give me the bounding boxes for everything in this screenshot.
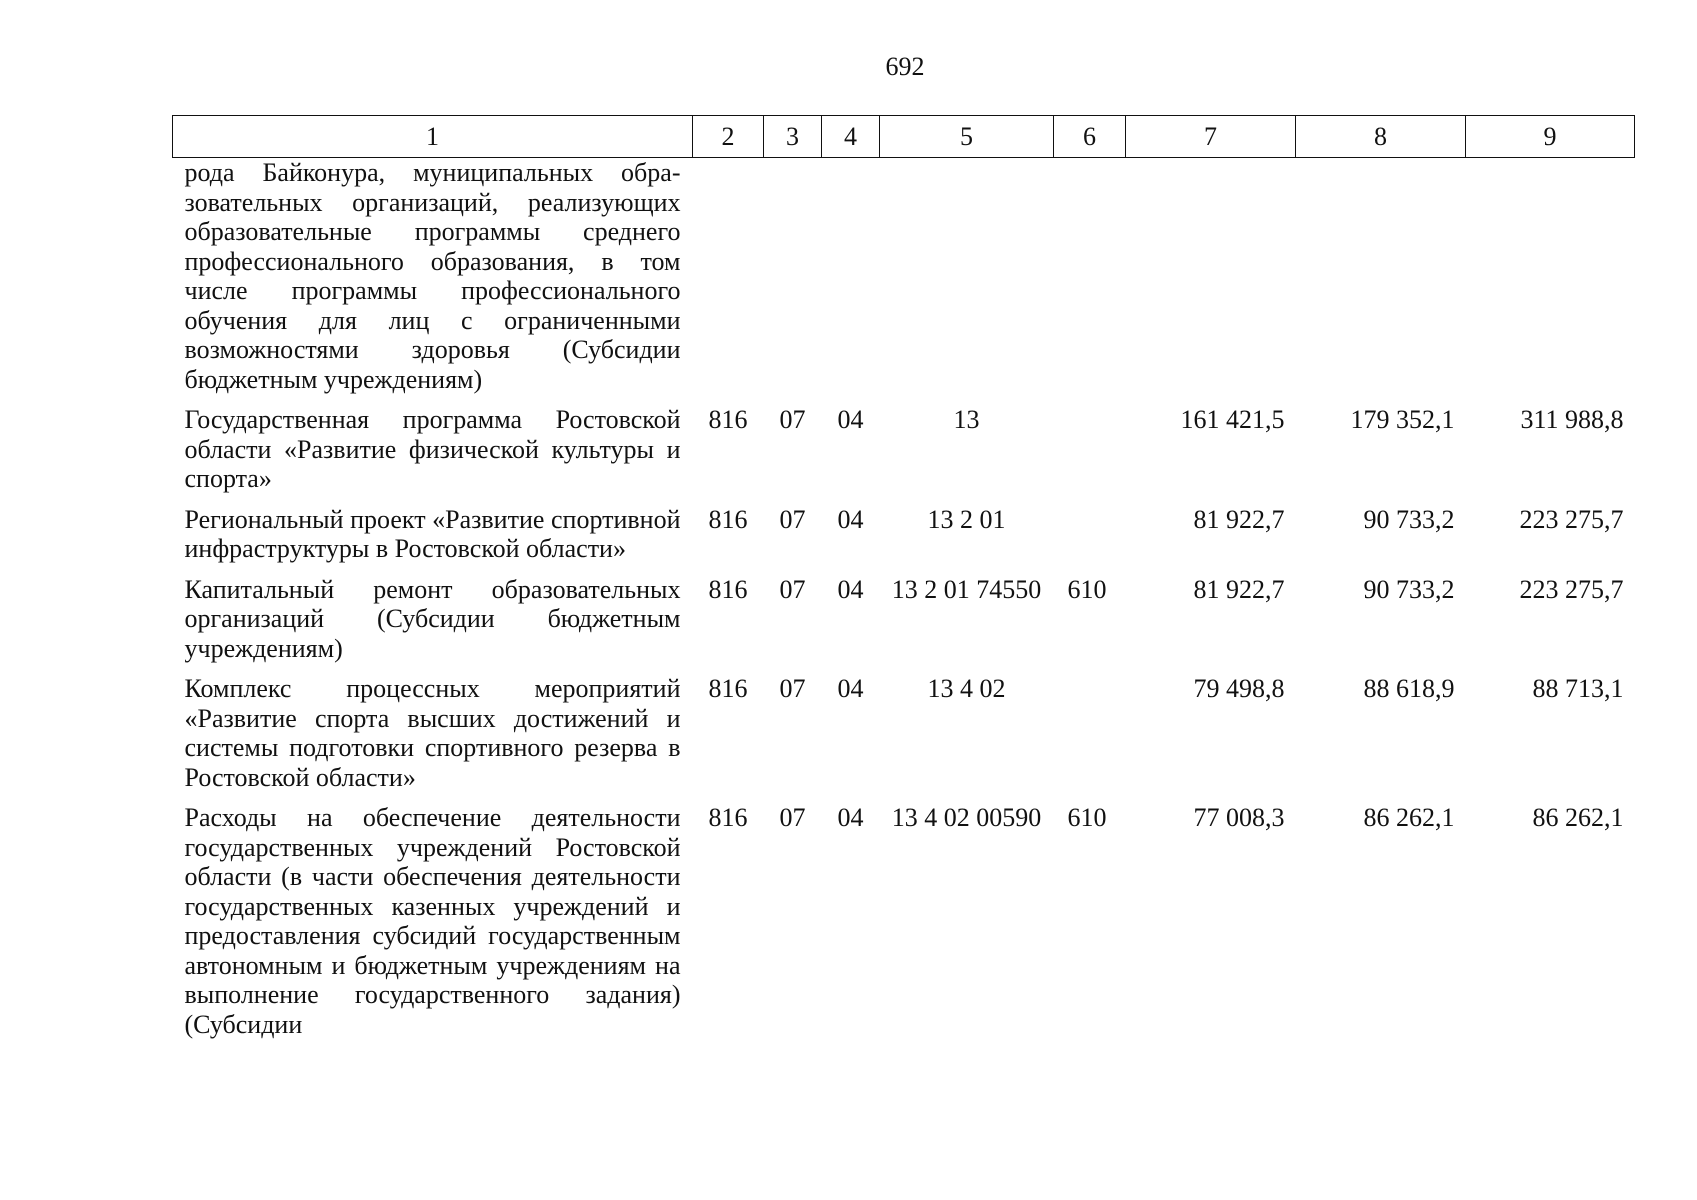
cell-target-code: 13 2 01 74550 <box>891 574 1042 604</box>
cell-amount-col8: 86 262,1 <box>1363 803 1455 832</box>
table-row <box>173 158 1635 406</box>
cell-target-code: 13 <box>953 405 980 434</box>
cell-expense-type <box>1054 505 1126 575</box>
column-number-row <box>173 116 1635 158</box>
column-number: 1 <box>173 116 693 158</box>
column-number: 9 <box>1466 116 1635 158</box>
column-number: 2 <box>693 116 764 158</box>
cell-subsection-code: 04 <box>837 803 864 832</box>
cell-target-code: 13 4 02 <box>927 674 1006 703</box>
row-name: рода Байконура, муниципальных образовательных организаций, реализующих образовательные программы среднего профессионального образования, в том числе программы профессионального обучения для лиц с ограниченными возможностями здоровья (Субсидии бюджетным учреждениям) <box>184 158 681 394</box>
cell-amount-col9: 223 275,7 <box>1519 504 1624 534</box>
table-row <box>173 505 1635 575</box>
cell-ministry-code: 816 <box>708 405 748 434</box>
cell-expense-type <box>1054 674 1126 803</box>
table-row <box>173 575 1635 675</box>
cell-ministry-code: 816 <box>708 674 748 703</box>
cell-amount-col7: 81 922,7 <box>1193 504 1285 534</box>
cell-amount-col8 <box>1296 158 1466 406</box>
row-name: Комплекс процессных мероприятий «Развитие спорта высших достижений и системы подготовки спортивного резерва в Ростовской области» <box>184 674 681 792</box>
column-number: 7 <box>1126 116 1296 158</box>
cell-target-code: 13 2 01 <box>927 504 1006 534</box>
cell-expense-type <box>1054 158 1126 406</box>
cell-ministry-code: 816 <box>708 803 748 832</box>
page-number: 692 <box>885 52 925 81</box>
cell-ministry-code: 816 <box>708 574 748 604</box>
cell-amount-col9 <box>1466 158 1635 406</box>
cell-target-code: 13 4 02 00590 <box>891 803 1042 832</box>
cell-subsection-code <box>822 158 880 406</box>
cell-ministry-code: 816 <box>708 504 748 534</box>
column-number: 3 <box>764 116 822 158</box>
row-name: Капитальный ремонт образовательных организаций (Субсидии бюджетным учреждениям) <box>184 574 681 663</box>
cell-amount-col9: 86 262,1 <box>1532 803 1624 832</box>
cell-amount-col7: 81 922,7 <box>1193 574 1285 604</box>
table-row <box>173 674 1635 803</box>
cell-section-code: 07 <box>779 674 806 703</box>
cell-expense-type <box>1054 405 1126 505</box>
cell-amount-col8: 88 618,9 <box>1363 674 1455 703</box>
table-row <box>173 405 1635 505</box>
column-number: 4 <box>822 116 880 158</box>
cell-amount-col7: 161 421,5 <box>1180 405 1285 434</box>
cell-amount-col9: 223 275,7 <box>1519 574 1624 604</box>
row-name: Расходы на обеспечение деятельности государственных учреждений Ростовской области (в части обеспечения деятельности государственных казенных учреждений и предоставления субсидий государственным автономным и бюджетным учреждениям на выполнение государственного задания) (Субсидии <box>184 803 681 1039</box>
cell-amount-col8: 90 733,2 <box>1363 574 1455 604</box>
column-number: 6 <box>1054 116 1126 158</box>
row-name: Государственная программа Ростовской области «Развитие физической культуры и спорта» <box>184 405 681 493</box>
cell-amount-col7: 79 498,8 <box>1193 674 1285 703</box>
table-row <box>173 803 1635 1050</box>
cell-amount-col7 <box>1126 158 1296 406</box>
cell-expense-type: 610 <box>1067 574 1107 604</box>
column-number: 8 <box>1296 116 1466 158</box>
row-name: Региональный проект «Развитие спортивной инфраструктуры в Ростовской области» <box>184 504 681 563</box>
cell-expense-type: 610 <box>1067 803 1107 832</box>
cell-target-code <box>880 158 1054 406</box>
cell-amount-col9: 311 988,8 <box>1520 405 1624 434</box>
cell-section-code: 07 <box>779 574 806 604</box>
cell-amount-col8: 90 733,2 <box>1363 504 1455 534</box>
cell-amount-col7: 77 008,3 <box>1193 803 1285 832</box>
cell-amount-col9: 88 713,1 <box>1532 674 1624 703</box>
cell-subsection-code: 04 <box>837 674 864 703</box>
budget-table <box>172 115 1635 1050</box>
cell-ministry-code <box>693 158 764 406</box>
cell-amount-col8: 179 352,1 <box>1350 405 1455 434</box>
cell-subsection-code: 04 <box>837 574 864 604</box>
cell-section-code: 07 <box>779 504 806 534</box>
cell-section-code <box>764 158 822 406</box>
cell-subsection-code: 04 <box>837 504 864 534</box>
cell-subsection-code: 04 <box>837 405 864 434</box>
column-number: 5 <box>880 116 1054 158</box>
cell-section-code: 07 <box>779 803 806 832</box>
cell-section-code: 07 <box>779 405 806 434</box>
